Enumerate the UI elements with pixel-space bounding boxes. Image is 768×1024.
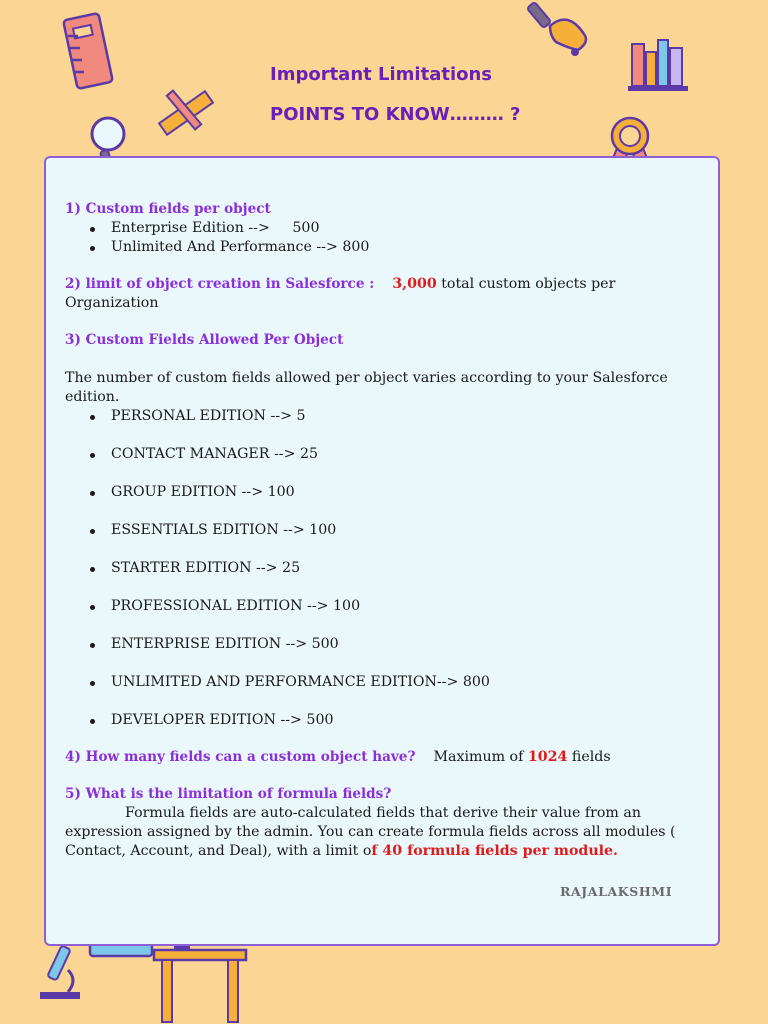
page-subtitle: POINTS TO KNOW……… ? (270, 104, 521, 125)
section5-text: Formula fields are auto-calculated fields that derive their value from an expression assigned by the admin. You can create formula fields across all modules ( Contact, Account, and Deal), with a limit o (65, 805, 676, 859)
section2-heading: 2) limit of object creation in Salesforce : (65, 276, 375, 292)
section3-intro: The number of custom fields allowed per object varies according to your Salesforce edition. (65, 370, 668, 405)
section4-prefix: Maximum of (433, 749, 528, 765)
section1-list (65, 219, 705, 257)
section5-paragraph (65, 804, 705, 861)
section1-heading: 1) Custom fields per object (65, 201, 271, 217)
microscope-icon (34, 940, 86, 1002)
list-item: ESSENTIALS EDITION --> 100 (111, 521, 705, 540)
page-title: Important Limitations (270, 64, 493, 85)
ruler-pencil-icon (154, 86, 216, 140)
section2-highlight: 3,000 (392, 276, 437, 292)
list-item: CONTACT MANAGER --> 25 (111, 445, 705, 464)
list-item: STARTER EDITION --> 25 (111, 559, 705, 578)
section3-heading: 3) Custom Fields Allowed Per Object (65, 332, 344, 348)
signature: RAJALAKSHMI (560, 884, 673, 899)
list-item: ENTERPRISE EDITION --> 500 (111, 635, 705, 654)
section5-heading: 5) What is the limitation of formula fields? (65, 786, 392, 802)
list-item: Unlimited And Performance --> 800 (111, 238, 705, 257)
section2-paragraph (65, 275, 705, 313)
document-content (65, 200, 705, 861)
section4-suffix: fields (567, 749, 611, 765)
list-item: DEVELOPER EDITION --> 500 (111, 711, 705, 730)
section5-highlight: f 40 formula fields per module. (371, 843, 618, 859)
section4-paragraph (65, 748, 705, 767)
section4-highlight: 1024 (527, 749, 568, 765)
edition-list (65, 407, 705, 730)
list-item: PROFESSIONAL EDITION --> 100 (111, 597, 705, 616)
section2-text: total custom objects per Organization (65, 276, 616, 311)
books-icon (626, 36, 692, 94)
list-item: UNLIMITED AND PERFORMANCE EDITION--> 800 (111, 673, 705, 692)
bell-icon (520, 0, 596, 60)
notebook-icon (62, 12, 114, 90)
list-item: GROUP EDITION --> 100 (111, 483, 705, 502)
section4-heading: 4) How many fields can a custom object have? (65, 749, 416, 765)
list-item: PERSONAL EDITION --> 5 (111, 407, 705, 426)
list-item: Enterprise Edition --> 500 (111, 219, 705, 238)
